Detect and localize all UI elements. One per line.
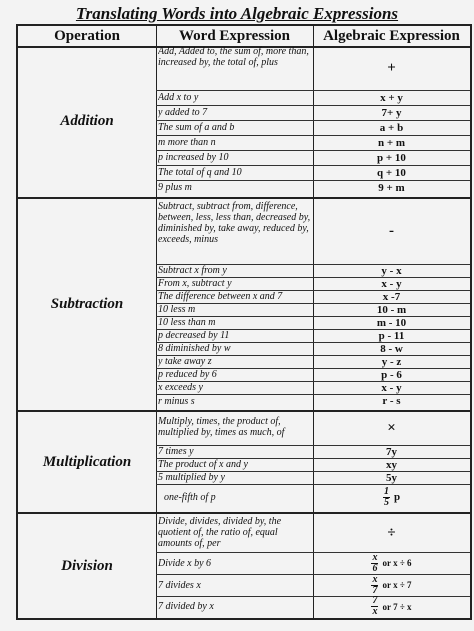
word-expression: The total of q and 10 <box>158 167 242 178</box>
table-row <box>156 552 470 575</box>
algebraic-expression: m - 10 <box>376 316 407 329</box>
algebraic-expression: $\frac{x}{6}$ or x ÷ 6 <box>372 551 412 574</box>
word-expression: 10 less than m <box>158 317 216 328</box>
word-expression: one-fifth of p <box>164 491 216 503</box>
table-row <box>156 165 470 181</box>
algebraic-expression: p + 10 <box>377 151 406 164</box>
table-row <box>156 303 470 317</box>
word-expression: 7 divided by x <box>158 601 214 612</box>
algebraic-expression: $\frac{7}{x}$ or 7 ÷ x <box>372 595 412 617</box>
algebraic-expression: r - s <box>382 395 401 407</box>
algebraic-expression: a + b <box>379 121 404 134</box>
word-expression: Subtract, subtract from, difference, between, less, less than, decreased by, diminished by, take away, reduced by, exceeds, minus <box>158 201 311 245</box>
fraction: $\frac{7}{x}$ <box>372 595 378 617</box>
word-expression: 8 diminished by w <box>158 343 231 354</box>
intro-row <box>156 412 470 446</box>
header-operation: Operation <box>54 28 120 44</box>
word-expression: 9 plus m <box>158 182 192 193</box>
plus-symbol: + <box>387 59 396 76</box>
table-row <box>156 368 470 382</box>
operation-label: Multiplication <box>42 453 132 470</box>
word-expression: Add, Added to, the sum of, more than, increased by, the total of, plus <box>158 46 309 68</box>
word-expression: The sum of a and b <box>158 122 235 133</box>
word-expression: r minus s <box>158 395 195 407</box>
header-algebraic-expression: Algebraic Expression <box>323 28 460 44</box>
page-title: Translating Words into Algebraic Expressions <box>75 4 399 23</box>
operation-label: Subtraction <box>50 296 124 312</box>
algebraic-expression: 10 - m <box>376 303 407 316</box>
minus-symbol: - <box>389 223 394 239</box>
section-multiplication <box>18 412 470 514</box>
table-row <box>156 180 470 195</box>
word-expression: y added to 7 <box>158 107 208 118</box>
word-expression: p increased by 10 <box>158 152 229 163</box>
algebraic-expression: x + y <box>380 91 403 104</box>
section-subtraction <box>18 199 470 412</box>
table-row <box>156 329 470 343</box>
word-expression: 5 multiplied by y <box>158 472 225 483</box>
table-row <box>156 471 470 485</box>
word-expression: m more than n <box>158 137 216 148</box>
operation-label: Addition <box>60 113 114 129</box>
word-expression: Divide x by 6 <box>158 557 212 569</box>
algebraic-expression: y - z <box>381 355 402 368</box>
section-addition <box>18 46 470 199</box>
table-header <box>18 26 470 48</box>
table-row <box>156 264 470 278</box>
algebraic-expression: 8 - w <box>380 342 403 355</box>
algebraic-expression: x - y <box>381 277 402 290</box>
algebraic-expression: x -7 <box>382 290 401 303</box>
section-division <box>18 514 470 618</box>
table-row <box>156 150 470 166</box>
header-word-expression: Word Expression <box>179 28 290 44</box>
operation-label: Division <box>61 557 113 574</box>
word-expression: p reduced by 6 <box>158 369 217 380</box>
word-expression: y take away z <box>158 356 212 367</box>
algebraic-expression: q + 10 <box>377 166 406 179</box>
times-symbol: × <box>387 420 396 436</box>
word-expression: Multiply, times, the product of, multiplied by, times as much, of <box>158 416 285 438</box>
algebraic-expression: x - y <box>381 381 402 394</box>
word-expression: The product of x and y <box>158 459 248 470</box>
table-row <box>156 342 470 356</box>
word-expression: The difference between x and 7 <box>158 291 283 302</box>
translation-table <box>16 24 472 620</box>
word-expression: x exceeds y <box>158 382 203 393</box>
algebraic-expression: n + m <box>377 136 406 149</box>
algebraic-expression: 7+ y <box>381 106 402 119</box>
algebraic-expression: p - 6 <box>381 368 402 381</box>
intro-row <box>156 199 470 265</box>
table-row <box>156 355 470 369</box>
algebraic-expression: xy <box>386 458 397 471</box>
algebraic-expression: $\frac{1}{5}$ p <box>383 485 401 508</box>
table-row <box>156 574 470 597</box>
table-row <box>156 135 470 151</box>
table-row <box>156 290 470 304</box>
word-expression: From x, subtract y <box>158 278 232 289</box>
algebraic-expression: 9 + m <box>378 181 405 194</box>
algebraic-expression: $\frac{x}{7}$ or x ÷ 7 <box>372 573 412 596</box>
word-expression: Add x to y <box>158 92 199 103</box>
table-row <box>156 277 470 291</box>
algebraic-expression: p - 11 <box>378 329 405 342</box>
word-expression: 7 divides x <box>158 579 201 591</box>
algebraic-expression: 5y <box>386 471 397 484</box>
fraction: $\frac{x}{6}$ <box>372 551 378 574</box>
table-row <box>156 394 470 408</box>
word-expression: p decreased by 11 <box>158 330 230 341</box>
word-expression: Divide, divides, divided by, the quotient of, the ratio of, equal amounts of, per <box>158 516 282 549</box>
table-row <box>156 120 470 136</box>
table-row <box>156 596 470 617</box>
algebraic-expression: y - x <box>381 264 402 277</box>
intro-row <box>156 46 470 91</box>
table-row <box>156 316 470 330</box>
word-expression: 10 less m <box>158 304 196 315</box>
word-expression: Subtract x from y <box>158 265 227 276</box>
divide-symbol: ÷ <box>387 524 396 541</box>
table-row <box>156 105 470 121</box>
fraction: $\frac{x}{7}$ <box>372 573 378 596</box>
table-row <box>156 381 470 395</box>
table-row <box>156 445 470 459</box>
table-row <box>156 90 470 106</box>
fraction: $\frac{1}{5}$ <box>383 485 389 508</box>
table-row <box>156 484 470 510</box>
table-row <box>156 458 470 472</box>
algebraic-expression: 7y <box>386 445 397 458</box>
intro-row <box>156 514 470 553</box>
word-expression: 7 times y <box>158 446 194 457</box>
